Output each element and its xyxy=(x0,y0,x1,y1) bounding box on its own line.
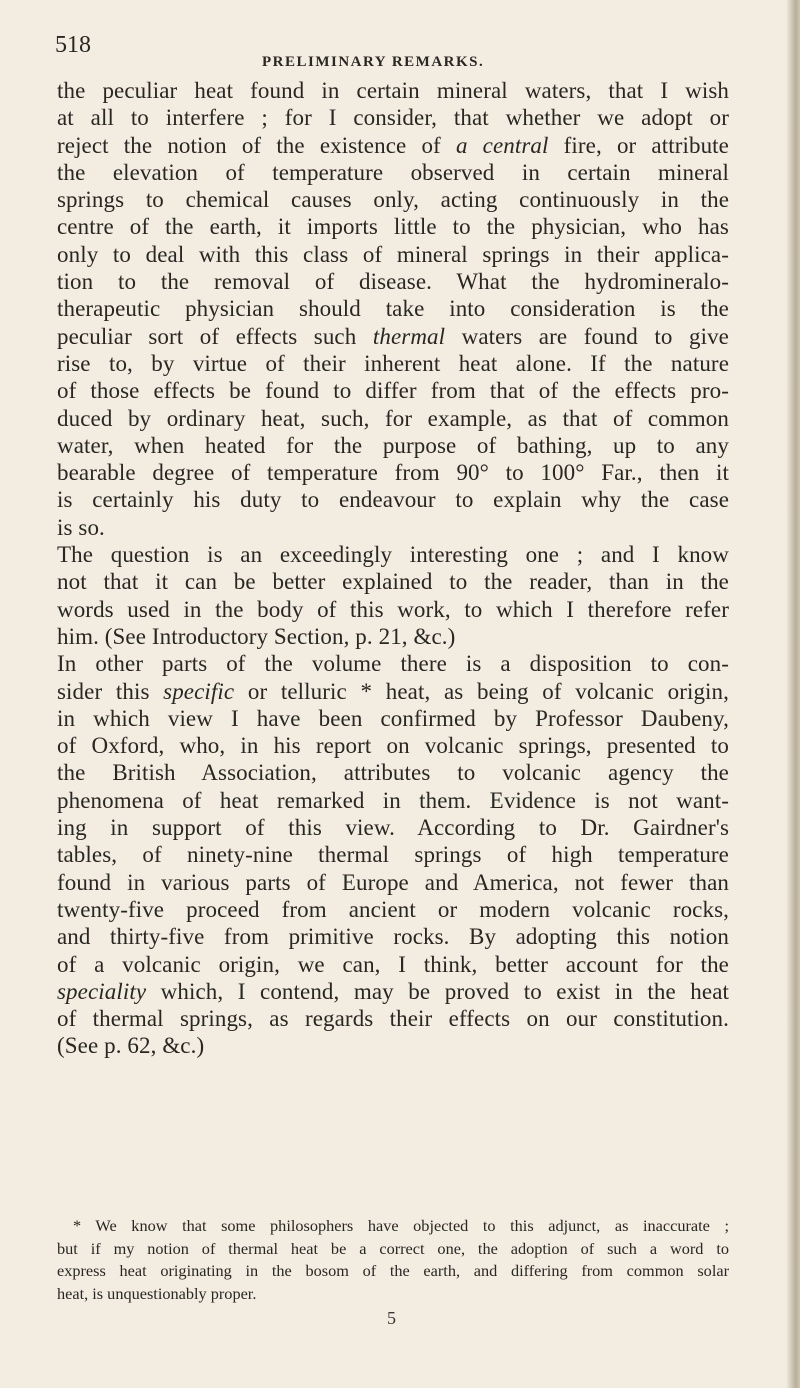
text-line: tion to the removal of disease. What the hydromineralo- xyxy=(57,269,729,295)
text-line: of those effects be found to differ from that of the effects pro- xyxy=(57,378,729,404)
text-line: him. (See Introductory Section, p. 21, &c.) xyxy=(57,623,456,649)
text-line: tables, of ninety-nine thermal springs of high temperature xyxy=(57,842,729,868)
text-line: found in various parts of Europe and America, not fewer than xyxy=(57,869,729,895)
page-header xyxy=(55,32,725,72)
text-line: twenty-five proceed from ancient or modern volcanic rocks, xyxy=(57,896,729,922)
text-line: (See p. 62, &c.) xyxy=(57,1033,205,1059)
footnote-line: express heat originating in the bosom of the earth, and differing from common solar xyxy=(57,1261,729,1281)
page-edge-shadow xyxy=(786,0,800,1388)
text-line: sider this specific or telluric * heat, as being of volcanic origin, xyxy=(57,678,729,704)
running-head: PRELIMINARY REMARKS. xyxy=(262,54,485,70)
italic-emphasis: specific xyxy=(163,678,235,704)
text-line: centre of the earth, it imports little to the physician, who has xyxy=(57,214,729,240)
italic-emphasis: a central xyxy=(455,132,549,158)
footnote-line: heat, is unquestionably proper. xyxy=(57,1283,257,1303)
text-line: of thermal springs, as regards their effects on our constitution. xyxy=(57,1006,729,1032)
text-line: the elevation of temperature observed in certain mineral xyxy=(57,159,729,185)
italic-emphasis: speciality xyxy=(57,978,147,1004)
text-line: The question is an exceedingly interesting one ; and I know xyxy=(57,542,729,568)
text-line: words used in the body of this work, to which I therefore refer xyxy=(57,596,729,622)
text-line: peculiar sort of effects such thermal waters are found to give xyxy=(57,323,729,349)
text-line: speciality which, I contend, may be proved to exist in the heat xyxy=(57,978,729,1004)
text-line: the British Association, attributes to volcanic agency the xyxy=(57,760,729,786)
text-line: In other parts of the volume there is a disposition to con- xyxy=(57,651,729,677)
footnote xyxy=(57,1215,729,1305)
text-line: of a volcanic origin, we can, I think, better account for the xyxy=(57,951,729,977)
body-text xyxy=(57,77,729,1060)
text-line: not that it can be better explained to the reader, than in the xyxy=(57,569,729,595)
text-line: the peculiar heat found in certain mineral waters, that I wish xyxy=(57,78,729,103)
text-line: only to deal with this class of mineral springs in their applica- xyxy=(57,241,729,267)
text-line: phenomena of heat remarked in them. Evidence is not want- xyxy=(57,787,729,813)
text-line: of Oxford, who, in his report on volcanic springs, presented to xyxy=(57,733,729,759)
text-line: springs to chemical causes only, acting continuously in the xyxy=(57,187,729,213)
text-line: ing in support of this view. According to Dr. Gairdner's xyxy=(57,815,729,841)
footnote-line: but if my notion of thermal heat be a correct one, the adoption of such a word to xyxy=(57,1238,729,1258)
text-line: is certainly his duty to endeavour to explain why the case xyxy=(57,487,729,513)
text-line: rise to, by virtue of their inherent heat alone. If the nature xyxy=(57,350,729,376)
text-line: at all to interfere ; for I consider, that whether we adopt or xyxy=(57,105,729,131)
text-line: therapeutic physician should take into consideration is the xyxy=(57,296,729,322)
text-line: water, when heated for the purpose of bathing, up to any xyxy=(57,432,729,458)
text-line: duced by ordinary heat, such, for example, as that of common xyxy=(57,405,729,431)
footnote-line: * We know that some philosophers have objected to this adjunct, as inaccurate ; xyxy=(73,1216,729,1235)
page-number: 518 xyxy=(55,32,91,58)
text-line: and thirty-five from primitive rocks. By adopting this notion xyxy=(57,924,729,950)
italic-emphasis: thermal xyxy=(372,323,446,349)
text-line: is so. xyxy=(57,514,105,540)
text-line: reject the notion of the existence of a central fire, or attribute xyxy=(57,132,729,158)
signature-mark: 5 xyxy=(387,1308,396,1328)
text-line: bearable degree of temperature from 90° to 100° Far., then it xyxy=(57,460,729,486)
text-line: in which view I have been confirmed by Professor Daubeny, xyxy=(57,705,729,731)
